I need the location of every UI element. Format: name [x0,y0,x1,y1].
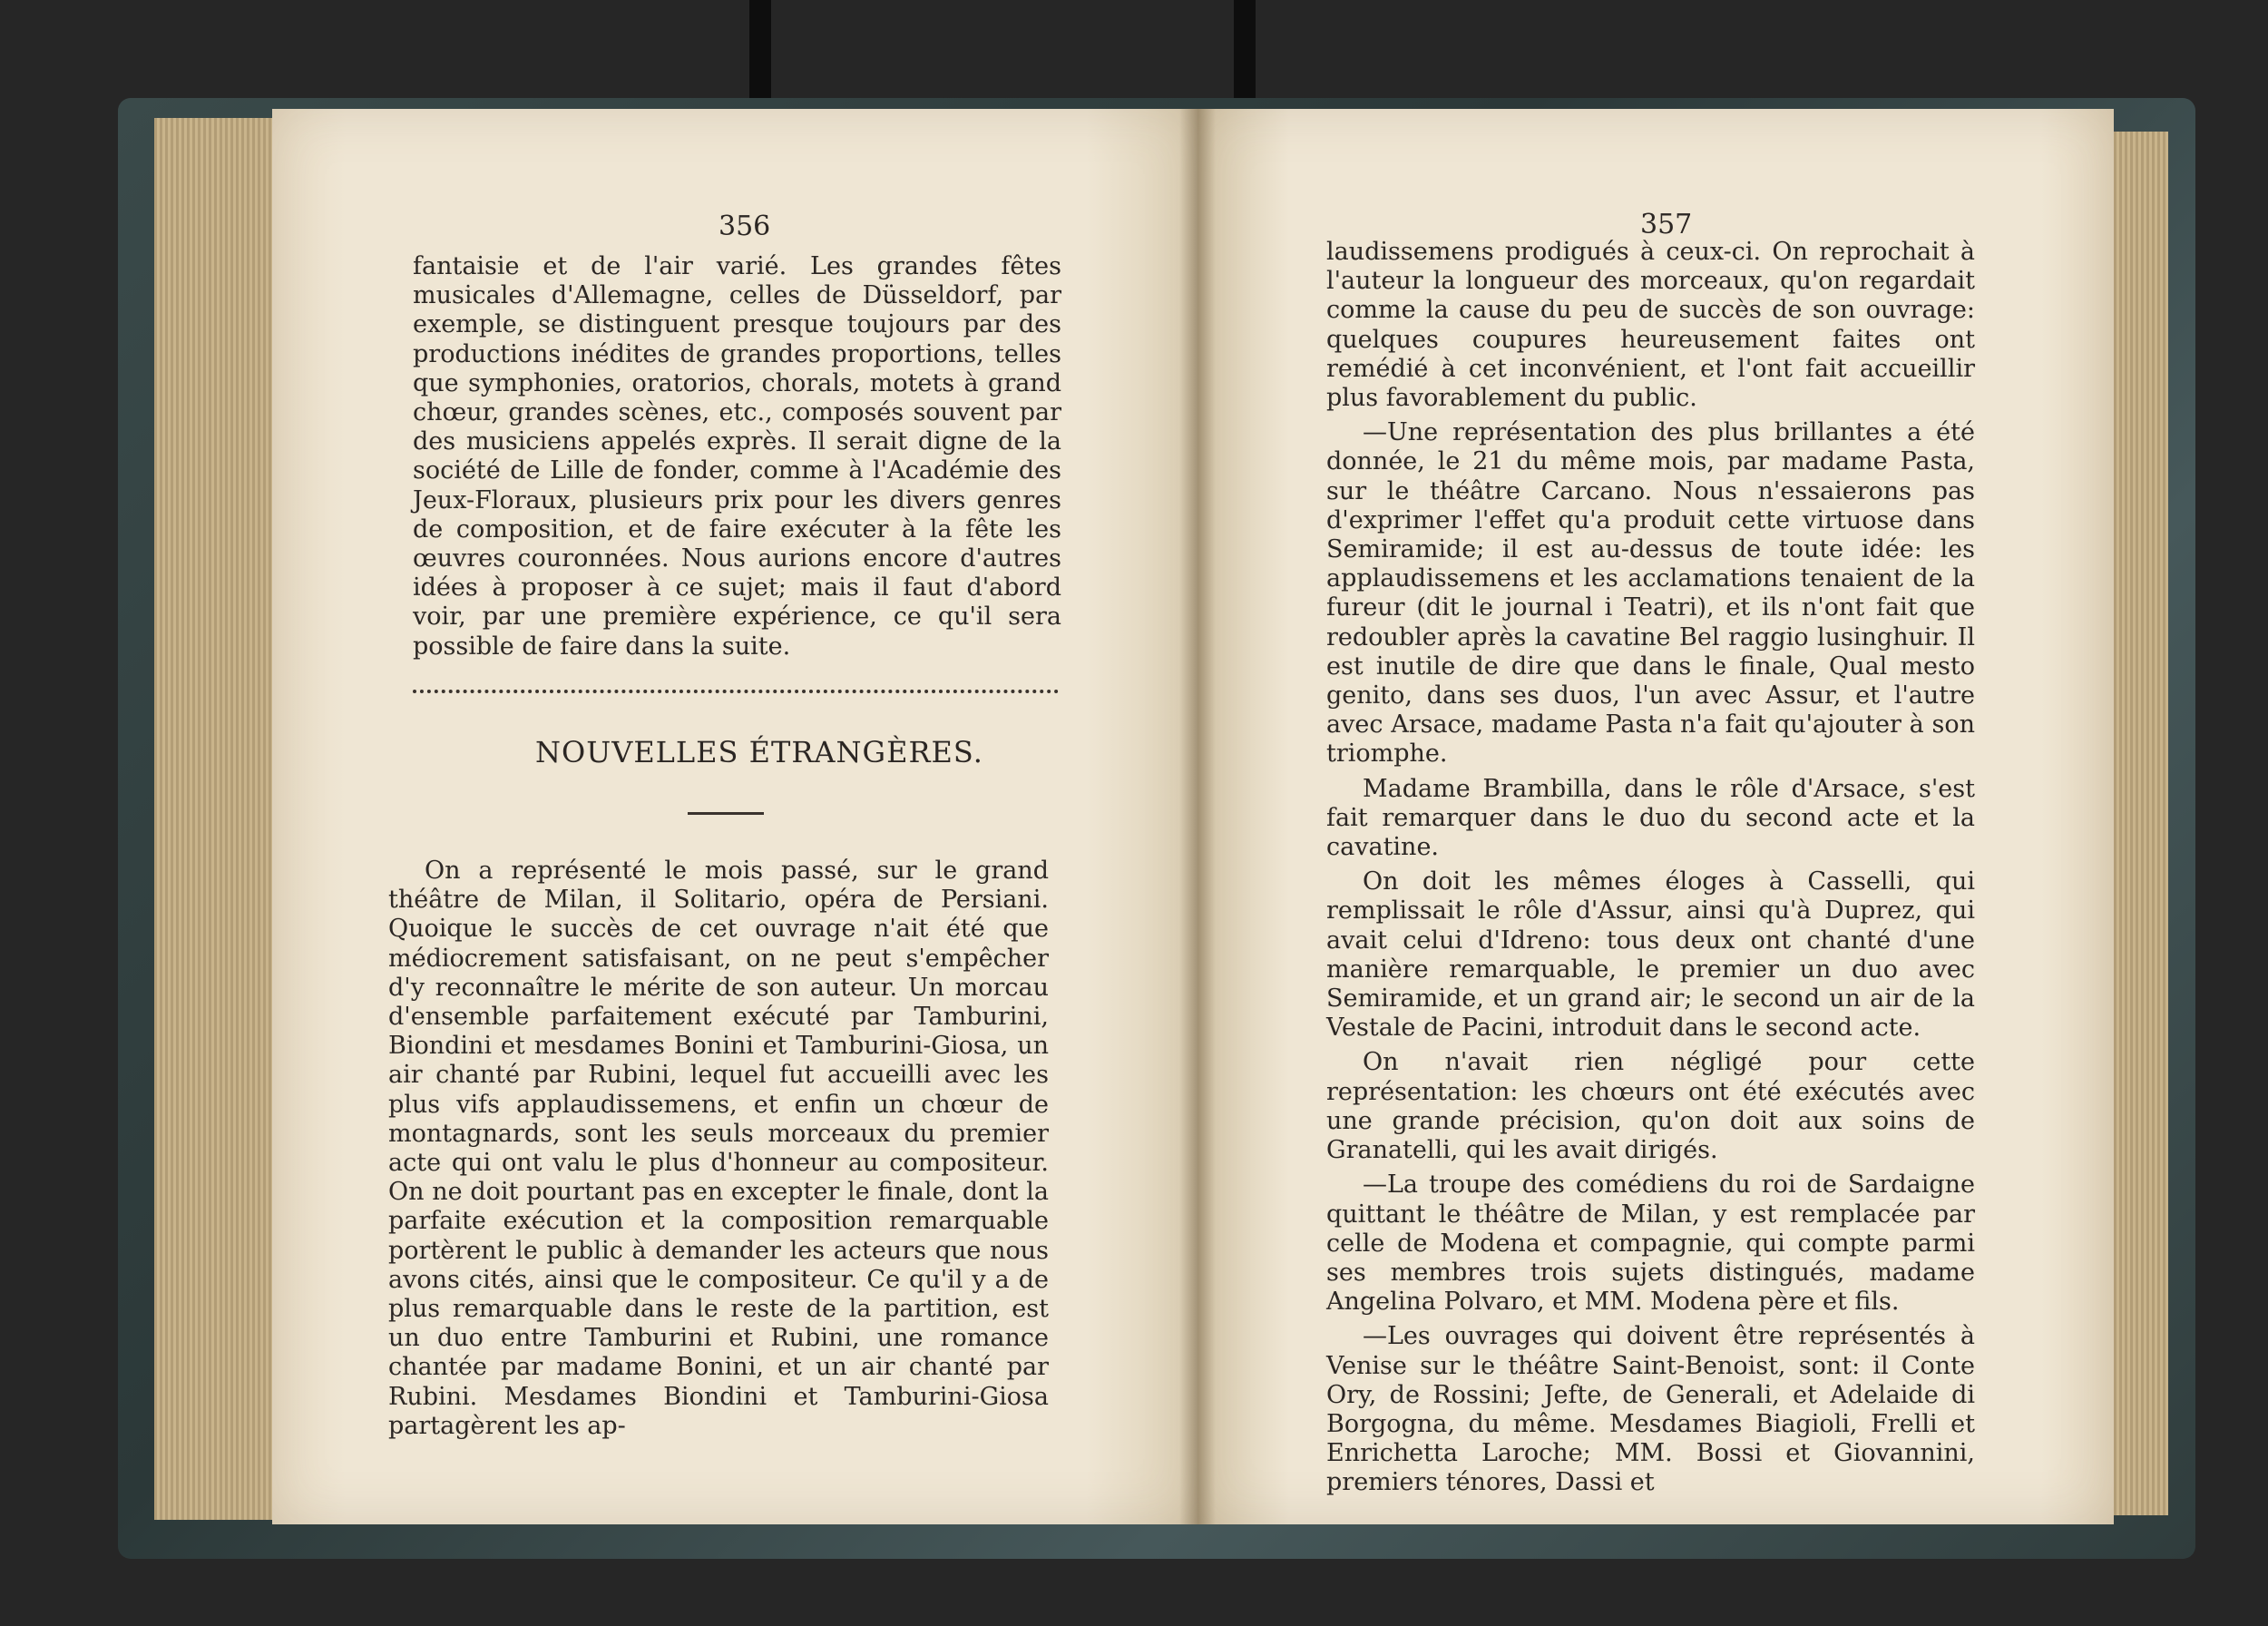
left-page-number: 356 [719,211,771,242]
right-paragraph-4: On doit les mêmes éloges à Casselli, qui remplissait le rôle d'Assur, ainsi qu'à Duprez, qui avait celui d'Idreno: tous deux ont chanté d'une manière remarquable, le premier un duo avec Semiramide, et un grand air; le second un air de la Vestale de Pacini, introduit dans le second acte. [1326,867,1975,1043]
left-paragraph-1 [413,252,1061,661]
scanner-clamp-left [749,0,771,109]
right-paragraph-1: laudissemens prodigués à ceux-ci. On reprochait à l'auteur la longueur des morceaux, qu'on regardait comme la cause du peu de succès de son ouvrage: quelques coupures heureusement faites ont remédié à cet inconvénient, et l'ont fait accueillir plus favorablement du public. [1326,238,1975,413]
scanner-clamp-right [1234,0,1256,109]
right-page-number: 357 [1640,209,1693,240]
book-gutter [1179,109,1216,1524]
right-paragraph-7: —Les ouvrages qui doivent être représentés à Venise sur le théâtre Saint-Benoist, sont: il Conte Ory, de Rossini; Jefte, de Generali, et Adelaide di Borgogna, du même. Mesdames Biagioli, Frelli et Enrichetta Laroche; MM. Bossi et Giovannini, premiers ténores, Dassi et [1326,1322,1975,1497]
section-title: NOUVELLES ÉTRANGÈRES. [535,735,983,769]
right-paragraph-2: —Une représentation des plus brillantes a été donnée, le 21 du même mois, par madame Pasta, sur le théâtre Carcano. Nous n'essaierons pas d'exprimer l'effet qu'a produit cette virtuose dans Semiramide; il est au-dessus de toute idée: les applaudissemens et les acclamations tenaient de la fureur (dit le journal i Teatri), et ils n'ont fait que redoubler après la cavatine Bel raggio lusinghuir. Il est inutile de dire que dans le finale, Qual mesto genito, dans ses duos, l'un avec Assur, et l'autre avec Arsace, madame Pasta n'a fait qu'ajouter à son triomphe. [1326,418,1975,769]
right-paragraph-6: —La troupe des comédiens du roi de Sardaigne quittant le théâtre de Milan, y est remplacée par celle de Modena et compagnie, qui compte parmi ses membres trois sujets distingués, madame Angelina Polvaro, et MM. Modena père et fils. [1326,1171,1975,1317]
right-paragraph-3: Madame Brambilla, dans le rôle d'Arsace, s'est fait remarquer dans le duo du second acte et la cavatine. [1326,774,1975,862]
right-column [1326,238,1975,1498]
right-paragraph-5: On n'avait rien négligé pour cette représentation: les chœurs ont été exécutés avec une grande précision, qu'on doit aux soins de Granatelli, qui les avait dirigés. [1326,1048,1975,1165]
left-paragraph-2 [388,857,1049,1441]
left-page-stack [154,118,272,1520]
section-divider-dotted [413,690,1059,693]
left-paragraph-1-text: fantaisie et de l'air varié. Les grandes fêtes musicales d'Allemagne, celles de Düsseldorf, par exemple, se distinguent presque toujours par des productions inédites de grandes proportions, telles que symphonies, oratorios, chorals, motets à grand chœur, grandes scènes, etc., composés souvent par des musiciens appelés exprès. Il serait digne de la société de Lille de fonder, comme à l'Académie des Jeux-Floraux, plusieurs prix pour les divers genres de composition, et de faire exécuter à la fête les œuvres couronnées. Nous aurions encore d'autres idées à proposer à ce sujet; mais il faut d'abord voir, par une première expérience, ce qu'il sera possible de faire dans la suite. [413,252,1061,661]
heading-underline [688,812,764,815]
right-page-stack [2114,132,2168,1515]
left-paragraph-2-text: On a représenté le mois passé, sur le grand théâtre de Milan, il Solitario, opéra de Persiani. Quoique le succès de cet ouvrage n'ait été que médiocrement satisfaisant, on ne peut s'empêcher d'y reconnaître le mérite de son auteur. Un morcau d'ensemble parfaitement exécuté par Tamburini, Biondini et mesdames Bonini et Tamburini-Giosa, un air chanté par Rubini, lequel fut accueilli avec les plus vifs applaudissemens, et enfin un chœur de montagnards, sont les seuls morceaux du premier acte qui ont valu le plus d'honneur au compositeur. On ne doit pourtant pas en excepter le finale, dont la parfaite exécution et la composition remarquable portèrent le public à demander les acteurs que nous avons cités, ainsi que le compositeur. Ce qu'il y a de plus remarquable dans le reste de la partition, est un duo entre Tamburini et Rubini, une romance chantée par madame Bonini, et un air chanté par Rubini. Mesdames Biondini et Tamburini-Giosa partagèrent les ap- [388,857,1049,1440]
